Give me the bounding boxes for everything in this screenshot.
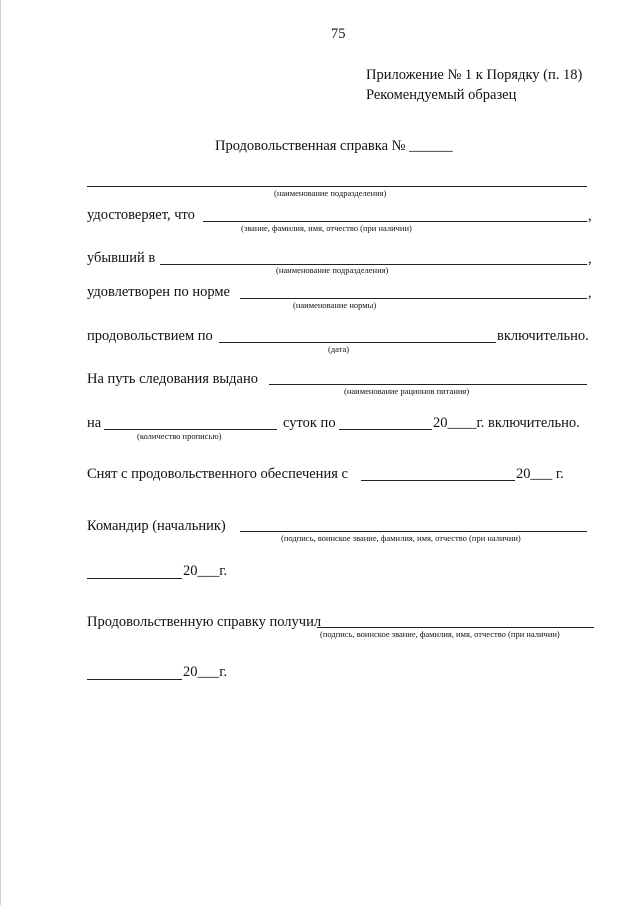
days-line[interactable] [104,429,277,430]
page-number: 75 [331,26,346,42]
caption-unit-2: (наименование подразделения) [276,265,389,275]
page-edge [0,0,1,905]
label-satisfied: удовлетворен по норме [87,284,230,300]
label-on: на [87,415,102,431]
date2-line[interactable] [87,679,182,680]
label-on-way: На путь следования выдано [87,371,258,387]
label-received: Продовольственную справку получил [87,614,322,630]
rations-line[interactable] [269,384,587,385]
label-removed: Снят с продовольственного обеспечения с [87,466,348,482]
caption-rations: (наименование рационов питания) [344,386,470,396]
label-days-until: суток по [283,415,336,431]
comma-1: , [588,208,592,224]
norm-line[interactable] [240,298,587,299]
date-line[interactable] [219,342,496,343]
label-year-inclusive: 20____г. включительно. [433,415,580,431]
label-date2: 20___г. [183,664,228,680]
caption-unit: (наименование подразделения) [274,188,387,198]
recommended-sample-label: Рекомендуемый образец [366,87,517,103]
appendix-reference: Приложение № 1 к Порядку (п. 18) [366,67,583,83]
unit-line[interactable] [87,186,587,187]
comma-2: , [588,251,592,267]
caption-person: (звание, фамилия, имя, отчество (при наличии) [241,223,412,233]
commander-sign-line[interactable] [240,531,587,532]
date1-line[interactable] [87,578,182,579]
label-inclusive: включительно. [497,328,589,344]
label-commander: Командир (начальник) [87,518,226,534]
until-date-line[interactable] [339,429,432,430]
label-departed: убывший в [87,250,156,266]
caption-days-words: (количество прописью) [137,431,222,441]
label-date1: 20___г. [183,563,228,579]
caption-receiver-sign: (подпись, воинское звание, фамилия, имя, отчество (при наличии) [320,629,560,639]
caption-commander-sign: (подпись, воинское звание, фамилия, имя, отчество (при наличии) [281,533,521,543]
label-certifies: удостоверяет, что [87,207,195,223]
document-title: Продовольственная справка № ______ [215,138,453,154]
removed-date-line[interactable] [361,480,515,481]
comma-3: , [588,285,592,301]
label-food-until: продовольствием по [87,328,213,344]
caption-date: (дата) [328,344,350,354]
caption-norm: (наименование нормы) [293,300,377,310]
label-year-removed: 20___ г. [516,466,564,482]
person-line[interactable] [203,221,587,222]
receiver-sign-line[interactable] [317,627,594,628]
